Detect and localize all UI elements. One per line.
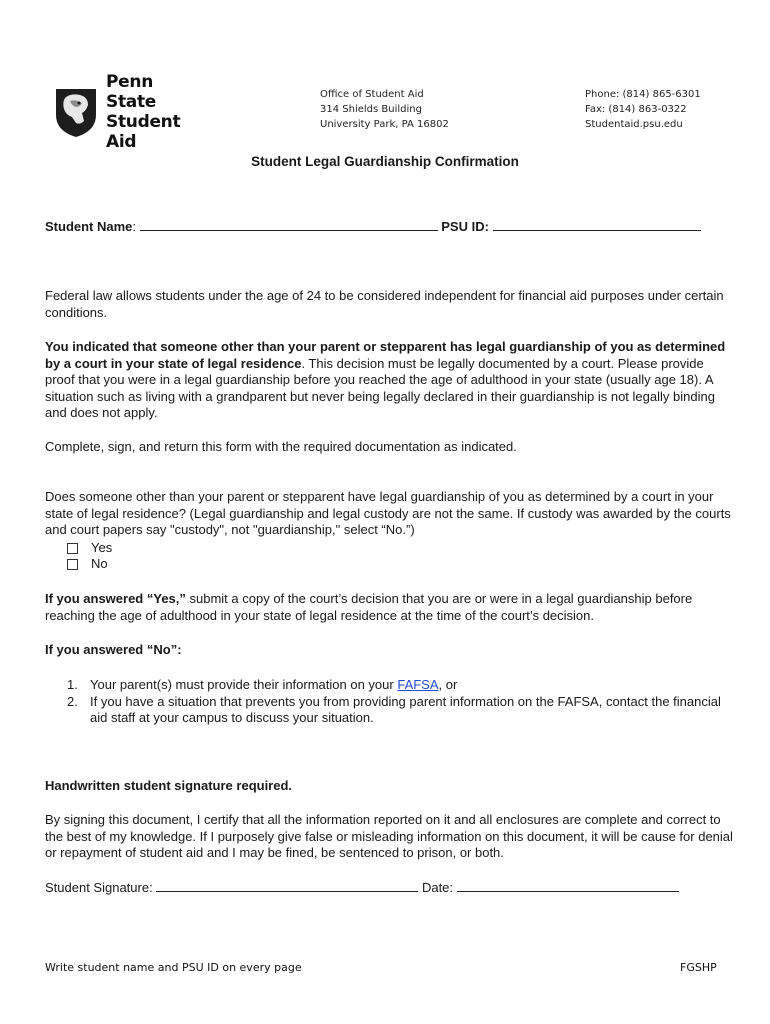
list-number: 1. (67, 677, 78, 692)
fafsa-link[interactable]: FAFSA (397, 677, 439, 692)
option-no[interactable] (67, 556, 108, 573)
signature-heading: Handwritten student signature required. (45, 778, 293, 793)
student-info-row: Student Name: PSU ID: (45, 218, 735, 236)
signature-label: Student Signature: (45, 880, 153, 895)
address-line: University Park, PA 16802 (320, 119, 449, 130)
website: Studentaid.psu.edu (585, 119, 683, 130)
option-label: Yes (91, 540, 113, 555)
student-name-field[interactable] (140, 218, 438, 231)
list-number: 2. (67, 693, 78, 709)
certification-paragraph: By signing this document, I certify that all the information reported on it and all enclosures are complete and correct to the best of my knowledge. If I purposely give false or misleading information on this document, it will be cause for denial or repayment of student aid and I may be fined, be sentenced to prison, or both. (45, 812, 733, 860)
guardianship-text: . This decision must be legally documented by a court. Please provide proof that you were in a legal guardianship before you reached the age of adulthood in your state (usually age 18). A situation such as living with a grandparent but never being legally declared in their guardianship is not legally binding and does not apply. (45, 355, 715, 420)
logo-wordmark (106, 72, 192, 152)
signature-row (45, 879, 735, 897)
guardianship-question: Does someone other than your parent or stepparent have legal guardianship of you as determined by a court in your state of legal residence? (Legal guardianship and legal custody are not the same. If custody was awarded by the courts and court papers say "custody", not "guardianship," select “No.”) (45, 489, 731, 537)
guardianship-paragraph (45, 339, 735, 422)
form-title: Student Legal Guardianship Confirmation (251, 154, 519, 169)
yes-checkbox[interactable] (67, 543, 78, 554)
form-code: FGSHP (680, 961, 717, 974)
office-contact (585, 87, 701, 132)
list-item: 1. Your parent(s) must provide their information on your FAFSA, or (67, 677, 458, 692)
instructions-paragraph: Complete, sign, and return this form with the required documentation as indicated. (45, 439, 517, 454)
date-label: Date: (421, 880, 454, 895)
no-checkbox[interactable] (67, 559, 78, 570)
logo-line-1: Penn State (106, 72, 156, 112)
penn-state-logo (52, 72, 192, 152)
office-address (320, 87, 449, 132)
signature-field[interactable] (156, 879, 418, 892)
option-label: No (91, 556, 108, 571)
fax-number: Fax: (814) 863-0322 (585, 104, 687, 115)
student-name-label: Student Name (45, 219, 133, 234)
list-item: 2. If you have a situation that prevents you from providing parent information on the FAFSA, contact the financial aid staff at your campus to discuss your situation. (67, 693, 721, 725)
psu-id-label: PSU ID (441, 219, 485, 234)
no-answer-heading: If you answered “No”: (45, 642, 182, 657)
phone-number: Phone: (814) 865-6301 (585, 89, 701, 100)
yes-answer-text: submit a copy of the court’s decision that you are or were in a legal guardianship before reaching the age of adulthood in your state of legal residence at the time of the court’s decision. (45, 591, 693, 623)
address-line: Office of Student Aid (320, 89, 424, 100)
address-line: 314 Shields Building (320, 104, 422, 115)
logo-line-2: Student Aid (106, 112, 181, 152)
psu-id-field[interactable] (493, 218, 701, 231)
yes-answer-paragraph (45, 591, 735, 624)
guardianship-bold-text: You indicated that someone other than your parent or stepparent has legal guardianship of you as determined by a court in your state of legal residence (45, 339, 726, 371)
no-answer-list (67, 677, 737, 727)
footer-note: Write student name and PSU ID on every page (45, 961, 302, 974)
date-field[interactable] (457, 879, 679, 892)
nittany-lion-shield-icon (52, 85, 100, 139)
intro-paragraph: Federal law allows students under the age of 24 to be considered independent for financial aid purposes under certain conditions. (45, 288, 724, 320)
yes-answer-heading: If you answered “Yes,” (45, 591, 186, 606)
option-yes[interactable] (67, 540, 112, 557)
